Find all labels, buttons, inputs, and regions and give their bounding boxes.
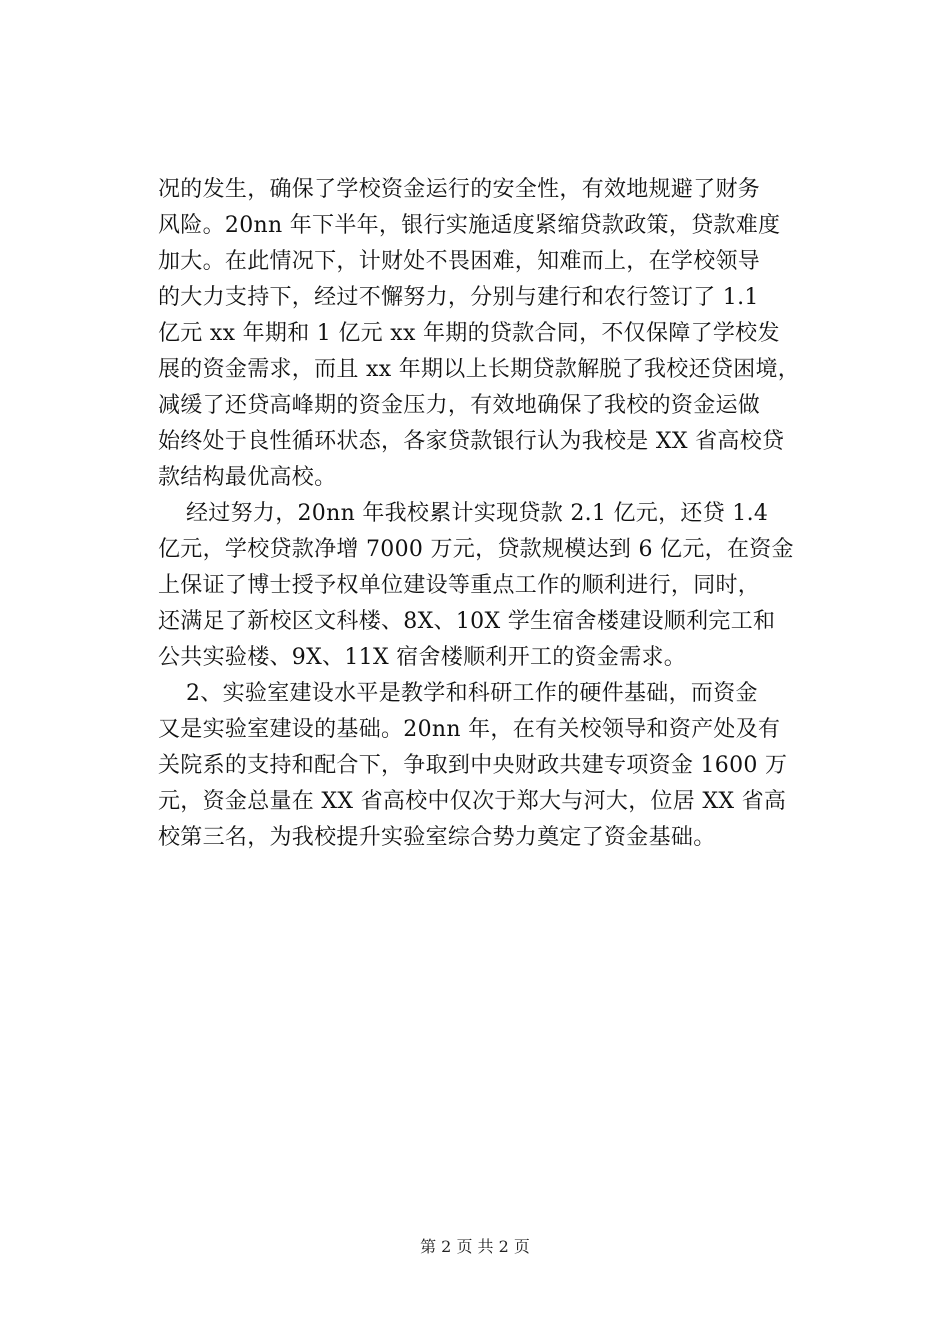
text-line: 亿元 xx 年期和 1 亿元 xx 年期的贷款合同，不仅保障了学校发 xyxy=(158,321,780,346)
text-line: 始终处于良性循环状态，各家贷款银行认为我校是 XX 省高校贷 xyxy=(158,429,785,454)
text-line: 风险。20nn 年下半年，银行实施适度紧缩贷款政策，贷款难度 xyxy=(158,213,781,238)
text-line: 2、实验室建设水平是教学和科研工作的硬件基础，而资金 xyxy=(186,681,758,706)
text-line: 还满足了新校区文科楼、8X、10X 学生宿舍楼建设顺利完工和 xyxy=(158,609,776,634)
text-line: 关院系的支持和配合下，争取到中央财政共建专项资金 1600 万 xyxy=(158,753,788,778)
text-line: 校第三名，为我校提升实验室综合势力奠定了资金基础。 xyxy=(158,825,716,850)
text-line: 展的资金需求，而且 xx 年期以上长期贷款解脱了我校还贷困境， xyxy=(158,357,801,382)
text-line: 亿元，学校贷款净增 7000 万元，贷款规模达到 6 亿元，在资金 xyxy=(158,537,794,562)
document-body xyxy=(158,172,801,856)
text-line: 款结构最优高校。 xyxy=(158,465,337,490)
text-line: 元，资金总量在 XX 省高校中仅次于郑大与河大，位居 XX 省高 xyxy=(158,789,787,814)
text-line: 减缓了还贷高峰期的资金压力，有效地确保了我校的资金运做 xyxy=(158,393,761,418)
text-line: 经过努力，20nn 年我校累计实现贷款 2.1 亿元，还贷 1.4 xyxy=(186,501,769,526)
text-line: 况的发生，确保了学校资金运行的安全性，有效地规避了财务 xyxy=(158,177,761,202)
text-line: 又是实验室建设的基础。20nn 年，在有关校领导和资产处及有 xyxy=(158,717,781,742)
text-line: 公共实验楼、9X、11X 宿舍楼顺利开工的资金需求。 xyxy=(158,645,687,670)
text-line: 加大。在此情况下，计财处不畏困难，知难而上，在学校领导 xyxy=(158,249,761,274)
text-line: 的大力支持下，经过不懈努力，分别与建行和农行签订了 1.1 xyxy=(158,285,759,310)
page-footer: 第 2 页 共 2 页 xyxy=(420,1237,530,1256)
text-line: 上保证了博士授予权单位建设等重点工作的顺利进行，同时， xyxy=(158,573,761,598)
